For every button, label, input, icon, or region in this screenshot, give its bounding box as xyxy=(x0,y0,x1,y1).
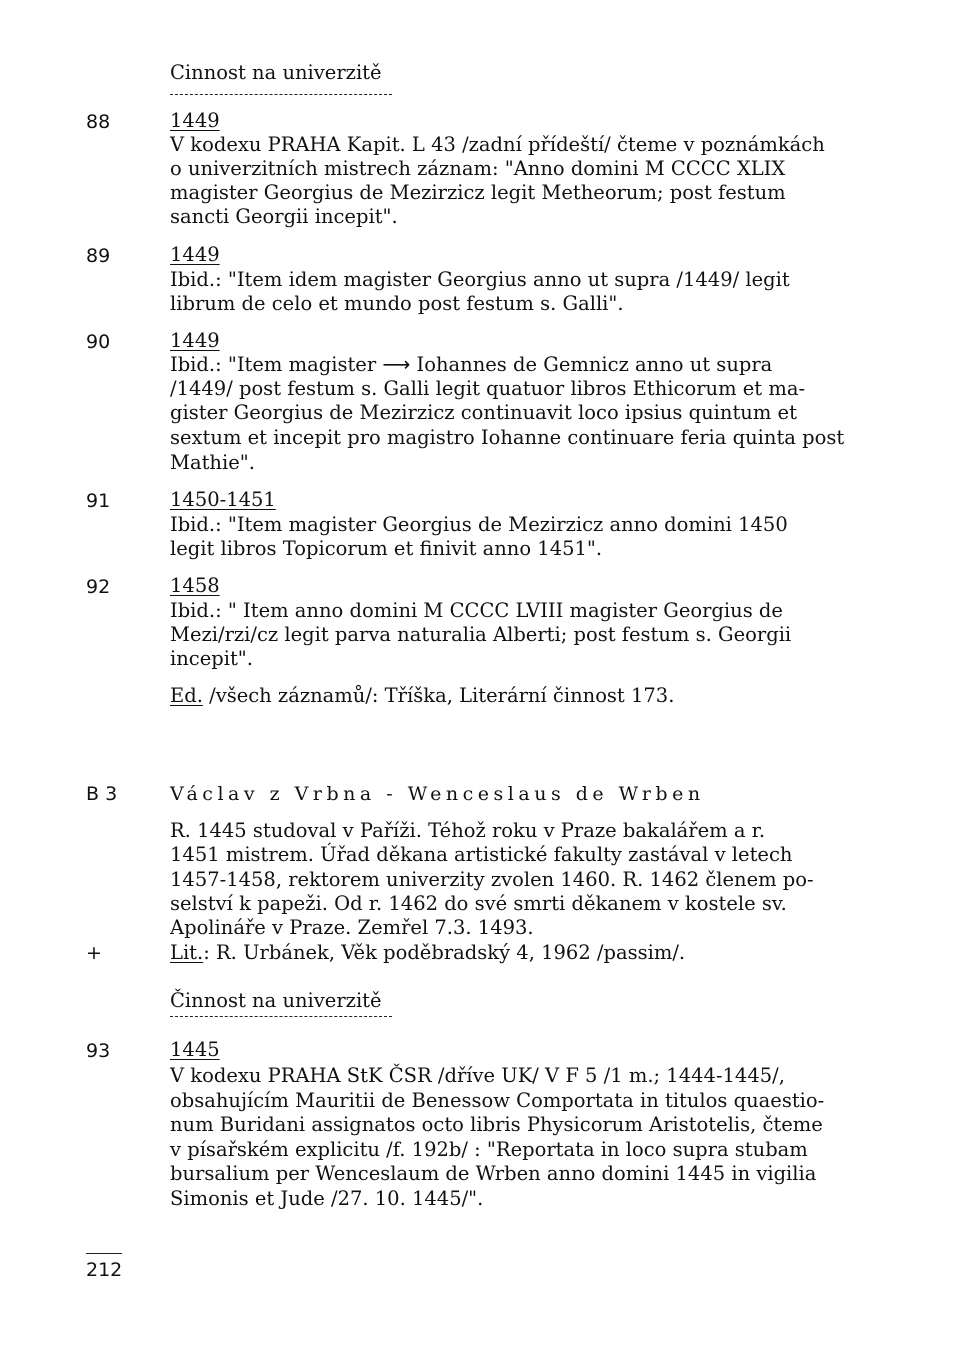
entry-text-line: Mezi/rzi/cz legit parva naturalia Alberti; post festum s. Georgii xyxy=(170,623,792,646)
entry-text-line: bursalium per Wenceslaum de Wrben anno domini 1445 in vigilia xyxy=(170,1162,817,1185)
entry-text-line: o univerzitních mistrech záznam: "Anno domini M CCCC XLIX xyxy=(170,157,786,180)
bio-line: 1451 mistrem. Úřad děkana artistické fakulty zastával v letech xyxy=(170,843,793,866)
entry-number: 88 xyxy=(86,111,111,133)
lit-text: : R. Urbánek, Věk poděbradský 4, 1962 /passim/. xyxy=(203,941,686,964)
entry-year: 1449 xyxy=(170,329,220,352)
entry-number: 89 xyxy=(86,245,111,267)
arrow-icon: ⟶ xyxy=(382,353,411,376)
section-heading: Cinnost na univerzitě xyxy=(170,61,382,84)
entry-text-line: Simonis et Jude /27. 10. 1445/". xyxy=(170,1187,484,1210)
page-number: 212 xyxy=(86,1259,123,1281)
heading-dashed-rule xyxy=(170,94,392,95)
entry-year: 1449 xyxy=(170,243,220,266)
entry-text-line: magister Georgius de Mezirzicz legit Metheorum; post festum xyxy=(170,181,786,204)
entry-text-line: Ibid.: "Item magister Georgius de Mezirzicz anno domini 1450 xyxy=(170,513,788,536)
entry-text-line: /1449/ post festum s. Galli legit quatuor libros Ethicorum et ma- xyxy=(170,377,806,400)
entry-text-segment: Iohannes de Gemnicz anno ut supra xyxy=(410,353,773,376)
entry-year: 1458 xyxy=(170,574,220,597)
entry-text-line: V kodexu PRAHA Kapit. L 43 /zadní přídeští/ čteme v poznámkách xyxy=(170,133,825,156)
entry-year: 1449 xyxy=(170,109,220,132)
bio-line: Apolináře v Praze. Zemřel 7.3. 1493. xyxy=(170,916,534,939)
entry-year: 1445 xyxy=(170,1038,220,1061)
entry-text-line xyxy=(170,353,772,377)
entry-number: 92 xyxy=(86,576,111,598)
entry-text-line: Ibid.: " Item anno domini M CCCC LVIII magister Georgius de xyxy=(170,599,783,622)
entry-text-line: v písařském explicitu /f. 192b/ : "Reportata in loco supra stubam xyxy=(170,1138,808,1161)
section-code: B 3 xyxy=(86,783,118,805)
bio-line: 1457-1458, rektorem univerzity zvolen 1460. R. 1462 členem po- xyxy=(170,868,814,891)
entry-text-line: incepit". xyxy=(170,647,253,670)
entry-number: 91 xyxy=(86,490,111,512)
entry-text-line: librum de celo et mundo post festum s. Galli". xyxy=(170,292,624,315)
entry-year: 1450-1451 xyxy=(170,488,276,511)
section-heading: Činnost na univerzitě xyxy=(170,989,382,1012)
entry-text-line: sextum et incepit pro magistro Iohanne continuare feria quinta post xyxy=(170,426,845,449)
edition-note xyxy=(170,684,674,708)
plus-marker: + xyxy=(86,942,102,964)
entry-text-line: V kodexu PRAHA StK ČSR /dříve UK/ V F 5 /1 m.; 1444-1445/, xyxy=(170,1064,785,1087)
bio-line: R. 1445 studoval v Paříži. Téhož roku v Praze bakalářem a r. xyxy=(170,819,766,842)
entry-number: 93 xyxy=(86,1040,111,1062)
ed-label: Ed. xyxy=(170,684,203,707)
entry-text-line: sancti Georgii incepit". xyxy=(170,205,398,228)
entry-text-line: legit libros Topicorum et finivit anno 1451". xyxy=(170,537,603,560)
entry-text-line: gister Georgius de Mezirzicz continuavit loco ipsius quintum et xyxy=(170,401,797,424)
page-number-rule xyxy=(86,1253,122,1254)
entry-text-line: Mathie". xyxy=(170,451,255,474)
entry-number: 90 xyxy=(86,331,111,353)
entry-text-line: num Buridani assignatos octo libris Physicorum Aristotelis, čteme xyxy=(170,1113,823,1136)
entry-text-line: obsahujícím Mauritii de Benessow Comportata in titulos quaestio- xyxy=(170,1089,825,1112)
entry-text-segment: Ibid.: "Item magister xyxy=(170,353,383,376)
lit-label: Lit. xyxy=(170,941,204,964)
person-title: Václav z Vrbna - Wenceslaus de Wrben xyxy=(170,783,705,805)
literature-note xyxy=(170,941,685,965)
entry-text-line: Ibid.: "Item idem magister Georgius anno ut supra /1449/ legit xyxy=(170,268,790,291)
ed-text: /všech záznamů/: Tříška, Literární činnost 173. xyxy=(202,684,675,707)
heading-dashed-rule xyxy=(170,1016,392,1017)
bio-line: selství k papeži. Od r. 1462 do své smrti děkanem v kostele sv. xyxy=(170,892,787,915)
